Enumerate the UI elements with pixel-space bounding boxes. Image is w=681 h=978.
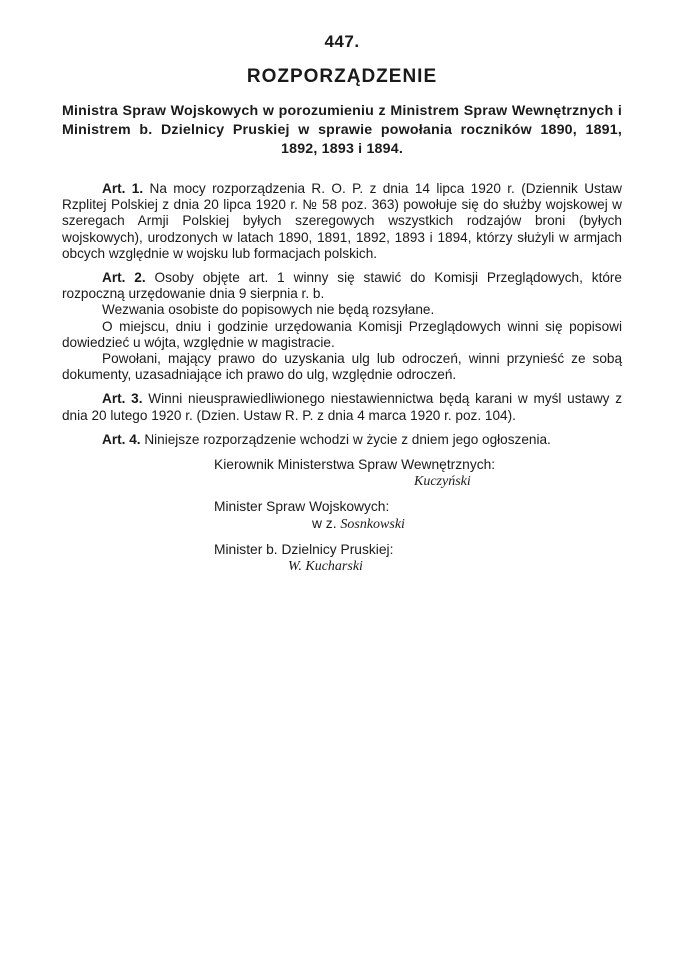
- article-2-paragraph-1: [62, 270, 622, 302]
- signatory-title: Minister b. Dzielnicy Pruskiej:: [214, 542, 394, 558]
- signatory-name: W. Kucharski: [288, 559, 363, 575]
- article-1-text: Na mocy rozporządzenia R. O. P. z dnia 14 lipca 1920 r. (Dziennik Ustaw Rzplitej Polskiej z dnia 20 lipca 1920 r. № 58 poz. 363) powołuje się do służby wojskowej w szeregach Armji Polskiej byłych szeregowych wszystkich rodzajów broni (byłych wojskowych), urodzonych w latach 1890, 1891, 1892, 1893 i 1894, którzy służyli w armjach obcych względnie w wojsku lub formacjach polskich.: [62, 181, 622, 261]
- signature-block-3: [62, 541, 622, 575]
- article-3: [62, 391, 622, 423]
- page-number: 447.: [324, 32, 360, 51]
- signatory-prefix: w z.: [312, 516, 341, 532]
- signatory-title: Kierownik Ministerstwa Spraw Wewnętrznych:: [214, 457, 496, 473]
- signatory-title: Minister Spraw Wojskowych:: [214, 499, 390, 515]
- article-3-label: Art. 3.: [102, 391, 143, 407]
- signature-block-1: [62, 456, 622, 490]
- article-2-paragraph-4: Powołani, mający prawo do uzyskania ulg lub odroczeń, winni przynieść ze sobą dokumenty, uzasadniające ich prawo do ulg, względnie odroczeń.: [62, 351, 622, 383]
- document-subtitle: Ministra Spraw Wojskowych w porozumieniu z Ministrem Spraw Wewnętrznych i Ministrem b. Dzielnicy Pruskiej w sprawie powołania roczników 1890, 1891, 1892, 1893 i 1894.: [62, 103, 622, 157]
- article-2-paragraph-3: O miejscu, dniu i godzinie urzędowania Komisji Przeglądowych winni się popisowi dowiedzieć u wójta, względnie w magistracie.: [62, 318, 622, 350]
- article-3-text: Winni nieusprawiedliwionego niestawiennictwa będą karani w myśl ustawy z dnia 20 lutego 1920 r. (Dzien. Ustaw R. P. z dnia 4 marca 1920 r. poz. 104).: [62, 391, 623, 423]
- document-heading: ROZPORZĄDZENIE: [246, 66, 438, 87]
- signatory-name-line: [62, 515, 622, 533]
- signatures: [62, 456, 622, 575]
- article-4-text: Niniejsze rozporządzenie wchodzi w życie z dniem jego ogłoszenia.: [144, 431, 551, 447]
- article-1: [62, 181, 622, 262]
- article-3-paragraph: [62, 391, 622, 423]
- article-4: [62, 432, 622, 448]
- document-page: [62, 32, 622, 583]
- article-4-label: Art. 4.: [102, 431, 141, 447]
- article-1-paragraph: [62, 181, 622, 262]
- signatory-name: Sosnkowski: [340, 517, 405, 533]
- article-2: [62, 270, 622, 383]
- article-2-text-1: Osoby objęte art. 1 winny się stawić do Komisji Przeglądowych, które rozpoczną urzędowanie dnia 9 sierpnia r. b.: [62, 270, 622, 302]
- signature-block-2: [62, 498, 622, 533]
- article-2-paragraph-2: Wezwania osobiste do popisowych nie będą rozsyłane.: [102, 302, 435, 318]
- article-2-label: Art. 2.: [102, 270, 146, 286]
- signatory-name: Kuczyński: [414, 474, 471, 490]
- article-1-label: Art. 1.: [102, 181, 144, 196]
- article-4-paragraph: [62, 432, 622, 448]
